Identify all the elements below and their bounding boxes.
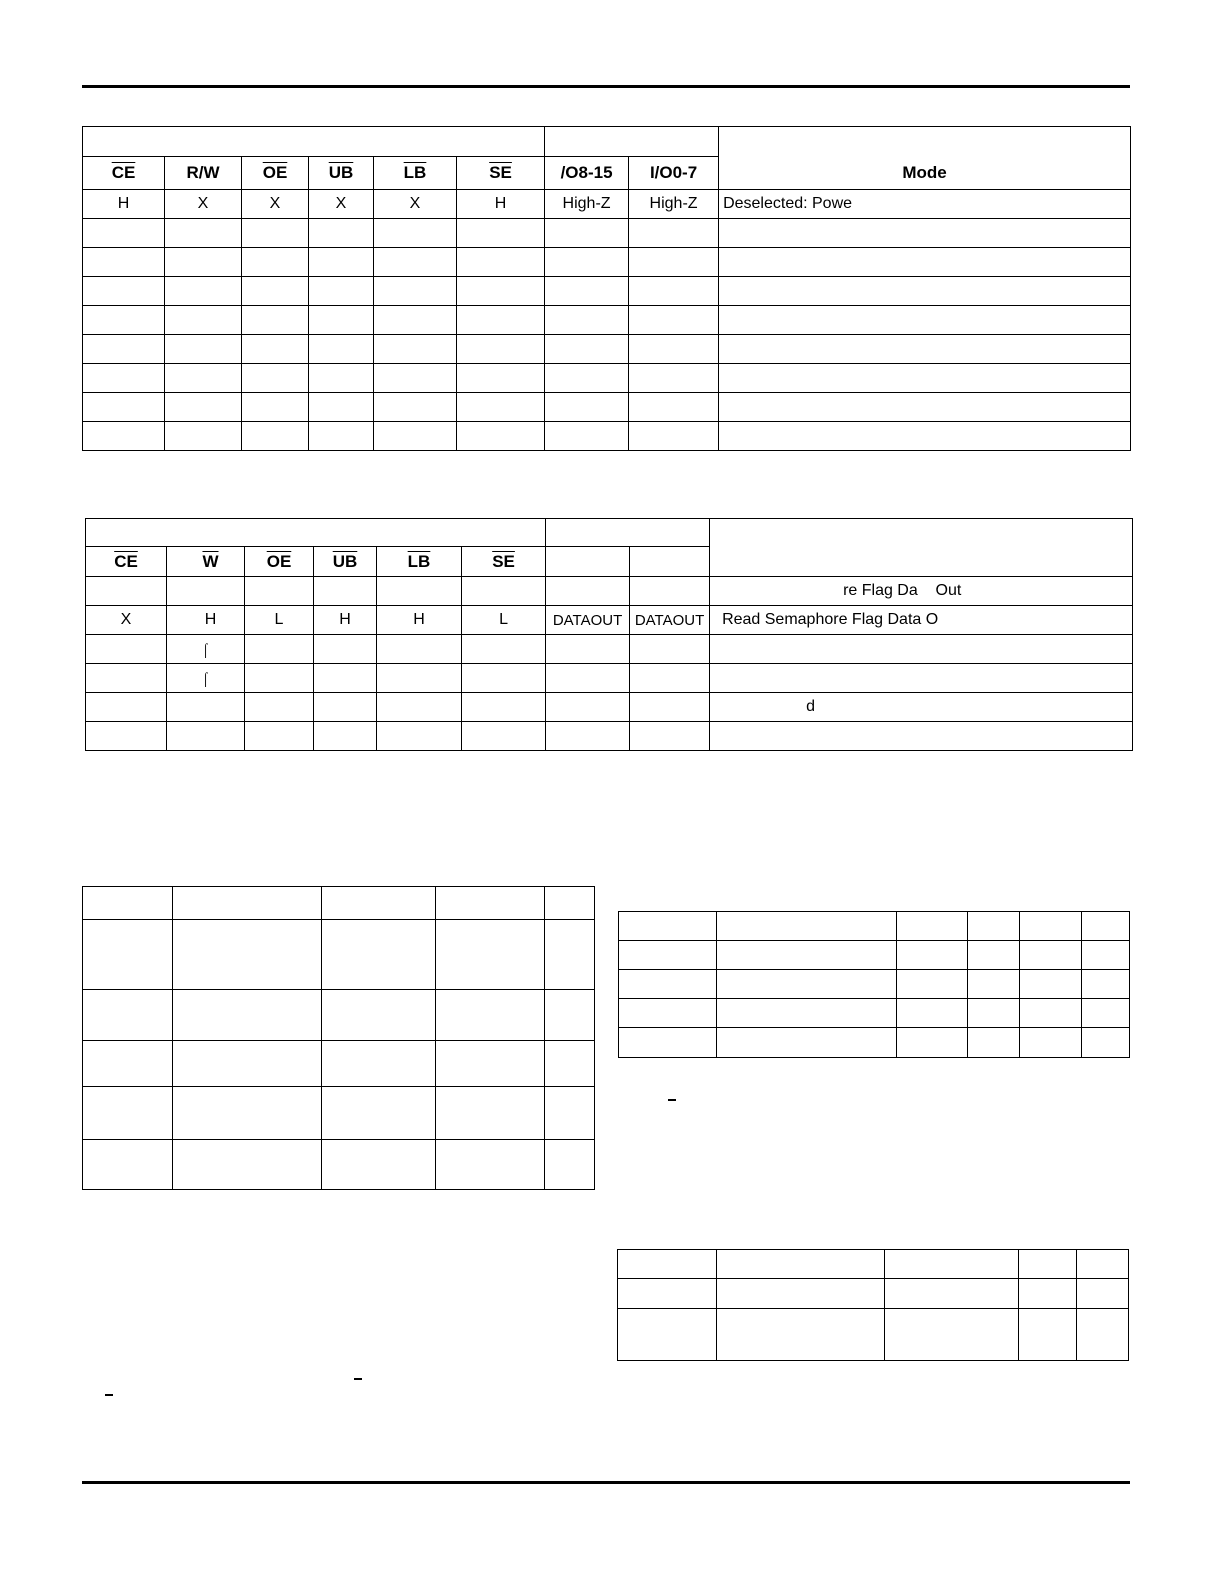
mode-cell: Deselected: Powe: [719, 190, 1131, 219]
table-row: [83, 335, 1131, 364]
table-row: [619, 912, 1130, 941]
mode-cell: Read Semaphore Flag Data O: [710, 606, 1133, 635]
dash-mark: [354, 1378, 362, 1380]
table-cell: H: [457, 190, 545, 219]
mode-header: [710, 519, 1133, 577]
table-cell: High-Z: [545, 190, 629, 219]
io-high-header: /O8-15: [545, 157, 629, 190]
table-cell: L: [245, 606, 314, 635]
table-cell: H: [377, 606, 462, 635]
table-row: [83, 277, 1131, 306]
dash-mark: [105, 1394, 113, 1396]
table-cell: H: [314, 606, 377, 635]
table-row: [83, 364, 1131, 393]
truth-table-1: [82, 126, 1131, 451]
table-row: [83, 248, 1131, 277]
rising-edge-icon: ⌠: [167, 664, 245, 693]
table-row: [618, 1309, 1129, 1361]
mode-cell: d: [710, 693, 1133, 722]
ub-header: $\overline{UB}$: [314, 547, 377, 577]
ub-header: $\overline{UB}$: [309, 157, 374, 190]
dash-mark: [668, 1099, 676, 1101]
ce-header: $\overline{CE}$: [86, 547, 167, 577]
table-cell: DATAOUT: [546, 606, 630, 635]
table-row: [83, 393, 1131, 422]
table-row: [619, 970, 1130, 999]
bottom-rule: [82, 1481, 1130, 1484]
table-row: [83, 990, 595, 1041]
lb-header: $\overline{LB}$: [377, 547, 462, 577]
mode-header: Mode: [719, 127, 1131, 190]
table-row: [619, 1028, 1130, 1058]
table-cell: H: [167, 606, 245, 635]
oe-header: $\overline{OE}$: [245, 547, 314, 577]
se-header: $\overline{SE}$: [462, 547, 546, 577]
lb-header: $\overline{LB}$: [374, 157, 457, 190]
table-row: [619, 941, 1130, 970]
io-low-header: I/O0-7: [629, 157, 719, 190]
table-cell: X: [309, 190, 374, 219]
table-row: [618, 1279, 1129, 1309]
truth-table-2: [85, 518, 1133, 751]
rising-edge-icon: ⌠: [167, 635, 245, 664]
table-row: [83, 306, 1131, 335]
w-header: $\overline{W}$: [167, 547, 245, 577]
table-row: [83, 422, 1131, 451]
table-cell: H: [83, 190, 165, 219]
table-row: [83, 1041, 595, 1087]
table-cell: X: [86, 606, 167, 635]
oe-header: $\overline{OE}$: [242, 157, 309, 190]
rw-header: R/W: [165, 157, 242, 190]
io-group-header: [546, 519, 710, 547]
io-low-header: [630, 547, 710, 577]
table-row: [83, 920, 595, 990]
table-cell: High-Z: [629, 190, 719, 219]
table-row: [86, 635, 1133, 664]
table-row: [83, 1140, 595, 1190]
mode-cell: re Flag Da Out: [710, 577, 1133, 606]
control-group-header: [83, 127, 545, 157]
io-high-header: [546, 547, 630, 577]
empty-table-3: [82, 886, 595, 1190]
table-row: [86, 722, 1133, 751]
ce-header: $\overline{CE}$: [83, 157, 165, 190]
table-cell: X: [374, 190, 457, 219]
table-row: [86, 606, 1133, 635]
table-row: [83, 190, 1131, 219]
table-cell: DATAOUT: [630, 606, 710, 635]
table-row: [86, 577, 1133, 606]
table-row: [618, 1250, 1129, 1279]
table-row: [86, 664, 1133, 693]
table-cell: L: [462, 606, 546, 635]
control-group-header: [86, 519, 546, 547]
empty-table-4: [618, 911, 1130, 1058]
top-rule: [82, 85, 1130, 88]
se-header: $\overline{SE}$: [457, 157, 545, 190]
table-row: [83, 1087, 595, 1140]
table-cell: X: [242, 190, 309, 219]
table-cell: X: [165, 190, 242, 219]
table-row: [83, 219, 1131, 248]
table-row: [83, 887, 595, 920]
empty-table-5: [617, 1249, 1129, 1361]
table-row: [619, 999, 1130, 1028]
table-row: [86, 693, 1133, 722]
io-group-header: [545, 127, 719, 157]
